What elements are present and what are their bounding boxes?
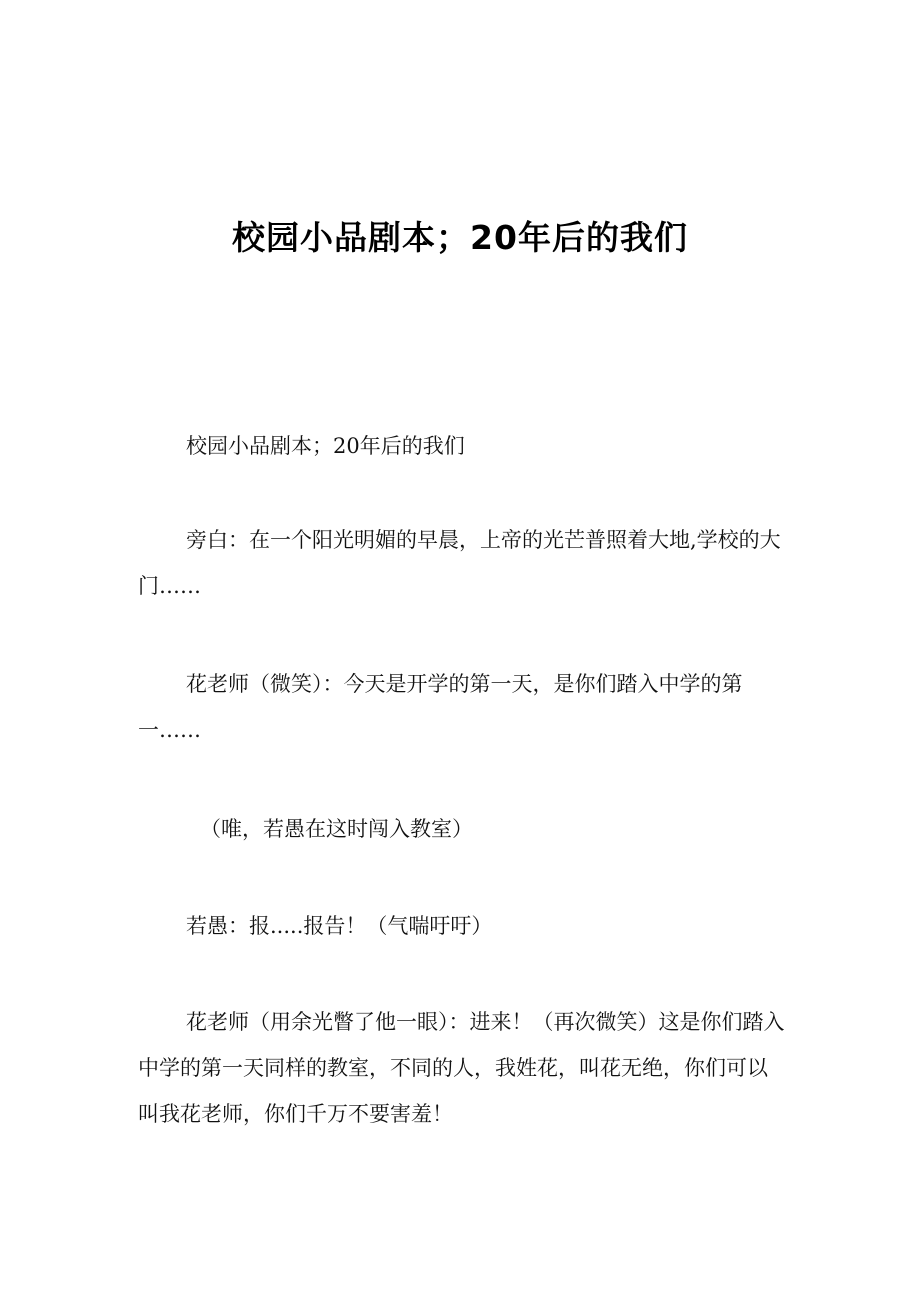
paragraph-stage-direction: （唯，若愚在这时闯入教室） [200,817,473,841]
document-title: 校园小品剧本；20年后的我们 [232,218,688,257]
paragraph-teacher-intro: 花老师（微笑）：今天是开学的第一天，是你们踏入中学的第一…… [138,672,743,742]
paragraph-narration: 旁白：在一个阳光明媚的早晨，上帝的光芒普照着大地,学校的大门…… [138,528,781,598]
paragraph-subtitle: 校园小品剧本；20年后的我们 [186,434,465,458]
paragraph-ruoyu-line: 若愚：报.....报告！（气喘吁吁） [186,914,493,938]
paragraph-teacher-speech: 花老师（用余光瞥了他一眼）：进来！（再次微笑）这是你们踏入中学的第一天同样的教室，不同的人，我姓花，叫花无绝，你们可以叫我花老师，你们千万不要害羞！ [138,1010,785,1126]
